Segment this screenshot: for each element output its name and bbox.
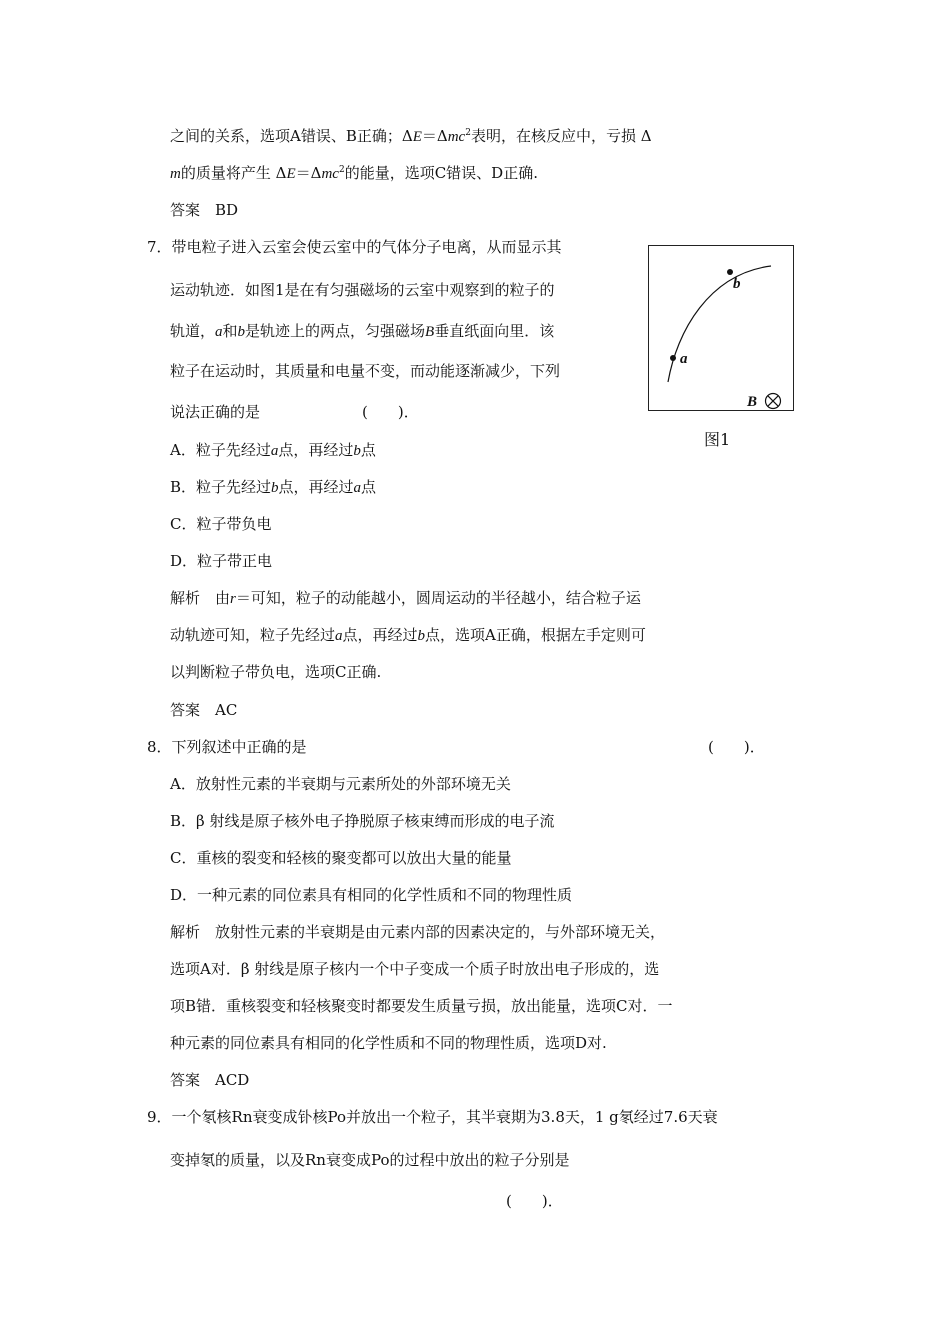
trajectory-diagram — [649, 246, 793, 410]
q8-analysis-line-2: 选项A对．β 射线是原子核内一个中子变成一个质子时放出电子形成的，选 — [170, 960, 660, 978]
q8-analysis-line-3: 项B错．重核裂变和轻核聚变时都要发生质量亏损，放出能量，选项C对．一 — [170, 997, 673, 1015]
q8-answer: 答案 ACD — [170, 1071, 250, 1089]
q8-option-c: C．重核的裂变和轻核的聚变都可以放出大量的能量 — [170, 849, 512, 867]
figure-1-caption: 图1 — [704, 430, 731, 449]
q7-analysis-line-1: 解析 由r＝可知，粒子的动能越小，圆周运动的半径越小，结合粒子运 — [170, 589, 641, 607]
q7-option-b: B．粒子先经过b点，再经过a点 — [170, 478, 377, 496]
figure-1-cloud-chamber — [648, 245, 794, 411]
q8-answer-bracket: ( )． — [708, 738, 765, 756]
point-b-dot — [727, 269, 733, 275]
q9-stem-line-2: 变掉氡的质量，以及Rn衰变成Po的过程中放出的粒子分别是 — [170, 1151, 570, 1169]
q7-stem-line-4: 粒子在运动时，其质量和电量不变，而动能逐渐减少，下列 — [170, 362, 561, 380]
q7-stem-line-1: 7．带电粒子进入云室会使云室中的气体分子电离，从而显示其 — [147, 238, 562, 256]
q8-option-d: D．一种元素的同位素具有相同的化学性质和不同的物理性质 — [170, 886, 573, 904]
q8-option-a: A．放射性元素的半衰期与元素所处的外部环境无关 — [170, 775, 511, 793]
q7-stem-line-2: 运动轨迹．如图1是在有匀强磁场的云室中观察到的粒子的 — [170, 281, 555, 299]
q8-option-b: B．β 射线是原子核外电子挣脱原子核束缚而形成的电子流 — [170, 812, 555, 830]
magnetic-field-label: B — [747, 394, 758, 410]
q7-option-d: D．粒子带正电 — [170, 552, 273, 570]
q7-answer: 答案 AC — [170, 701, 238, 719]
field-into-page-icon — [766, 394, 781, 409]
q9-answer-bracket: ( )． — [506, 1192, 563, 1210]
q9-stem-line-1: 9．一个氡核Rn衰变成钋核Po并放出一个粒子，其半衰期为3.8天，1 g氡经过7.6天衰 — [147, 1108, 718, 1126]
q7-answer-bracket: ( )． — [362, 403, 419, 421]
q7-option-a: A．粒子先经过a点，再经过b点 — [170, 441, 376, 459]
point-a-label: a — [680, 351, 688, 367]
point-b-label: b — [733, 276, 741, 292]
q7-option-c: C．粒子带负电 — [170, 515, 272, 533]
q7-stem-line-3: 轨道，a和b是轨迹上的两点，匀强磁场B垂直纸面向里．该 — [170, 322, 555, 340]
point-a-dot — [670, 355, 676, 361]
q7-analysis-line-2: 动轨迹可知，粒子先经过a点，再经过b点，选项A正确，根据左手定则可 — [170, 626, 646, 644]
q7-analysis-line-3: 以判断粒子带负电，选项C正确. — [170, 663, 382, 681]
q6-answer: 答案 BD — [170, 201, 239, 219]
q8-analysis-line-4: 种元素的同位素具有相同的化学性质和不同的物理性质，选项D对. — [170, 1034, 607, 1052]
q7-stem-line-5: 说法正确的是 — [170, 403, 261, 421]
q8-stem: 8．下列叙述中正确的是 — [147, 738, 307, 756]
q8-analysis-line-1: 解析 放射性元素的半衰期是由元素内部的因素决定的，与外部环境无关， — [170, 923, 666, 941]
q6-explanation-line-2: m的质量将产生 ΔE＝Δmc$^2$的能量，选项C错误、D正确. — [170, 164, 538, 182]
q6-explanation-line-1: 之间的关系，选项A错误、B正确；ΔE＝Δmc$^2$表明，在核反应中，亏损 Δ — [170, 127, 652, 145]
